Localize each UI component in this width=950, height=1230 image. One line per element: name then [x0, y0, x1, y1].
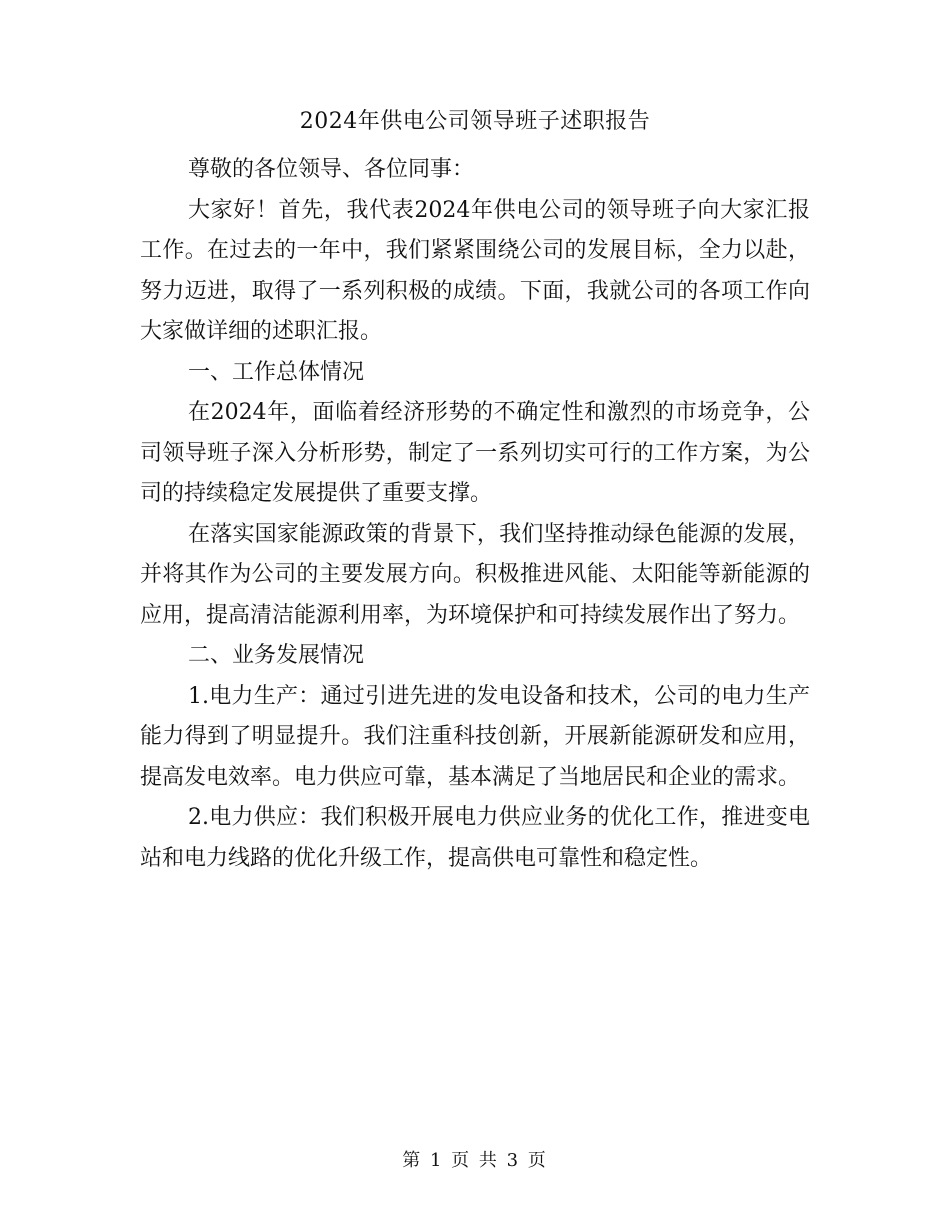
section-heading-overall: 一、工作总体情况 — [188, 359, 365, 385]
paragraph-power-supply: 2.电力供应：我们积极开展电力供应业务的优化工作，推进变电站和电力线路的优化升级工作，提高供电可靠性和稳定性。 — [140, 805, 810, 871]
section-heading-business: 二、业务发展情况 — [188, 643, 365, 668]
document-title: 2024年供电公司领导班子述职报告 — [299, 109, 651, 134]
paragraph-salutation: 尊敬的各位领导、各位同事： — [188, 157, 475, 182]
paragraph-overall: 在2024年，面临着经济形势的不确定性和激烈的市场竞争，公司领导班子深入分析形势，制定了一系列切实可行的工作方案，为公司的持续稳定发展提供了重要支撑。 — [140, 400, 810, 506]
page-footer: 第 1 页 共 3 页 — [402, 1150, 548, 1171]
paragraph-power-production: 1.电力生产：通过引进先进的发电设备和技术，公司的电力生产能力得到了明显提升。我们注重科技创新，开展新能源研发和应用，提高发电效率。电力供应可靠，基本满足了当地居民和企业的需求。 — [140, 683, 810, 790]
document-body — [140, 150, 810, 879]
paragraph-intro: 大家好！首先，我代表2024年供电公司的领导班子向大家汇报工作。在过去的一年中，我们紧紧围绕公司的发展目标，全力以赴，努力迈进，取得了一系列积极的成绩。下面，我就公司的各项工作向大家做详细的述职汇报。 — [140, 197, 810, 344]
paragraph-green-energy: 在落实国家能源政策的背景下，我们坚持推动绿色能源的发展，并将其作为公司的主要发展方向。积极推进风能、太阳能等新能源的应用，提高清洁能源利用率，为环境保护和可持续发展作出了努力。 — [140, 521, 810, 628]
